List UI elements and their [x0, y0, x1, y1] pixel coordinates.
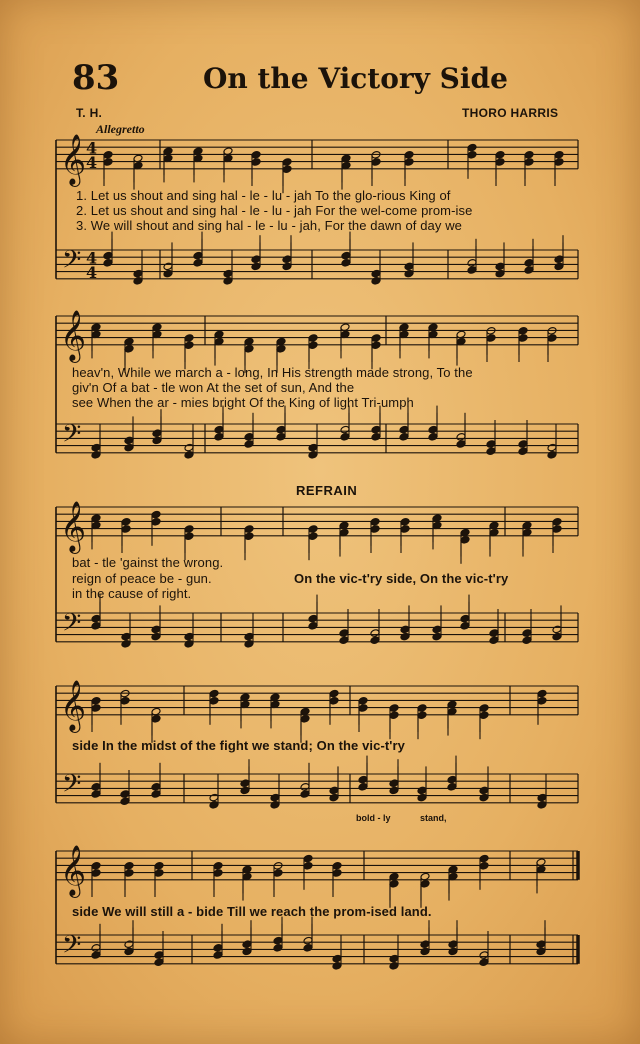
hymn-title: On the Victory Side	[203, 62, 508, 95]
treble-clef: 𝄞	[60, 309, 87, 361]
refrain-lyric: On the vic-t'ry side, On the vic-t'ry	[294, 571, 509, 586]
refrain-lyric: side In the midst of the fight we stand; On the vic-t'ry	[72, 738, 405, 753]
lyric-line: bat - tle 'gainst the wrong.	[72, 555, 224, 570]
treble-clef: 𝄞	[60, 133, 87, 185]
lyric-line: 1. Let us shout and sing hal - le - lu - jah To the glo-rious King of	[76, 188, 451, 203]
lyric-line: giv'n Of a bat - tle won At the set of sun, And the	[72, 380, 355, 395]
bass-clef: 𝄢	[62, 419, 82, 455]
time-signature: 4	[86, 138, 98, 158]
words-credit: T. H.	[76, 106, 103, 120]
bass-clef: 𝄢	[62, 608, 82, 644]
lyric-line: reign of peace be - gun.	[72, 571, 212, 586]
time-signature: 4	[86, 152, 98, 172]
bass-clef: 𝄢	[62, 245, 82, 281]
time-signature: 4	[86, 262, 98, 282]
treble-clef: 𝄞	[60, 844, 87, 896]
lyric-line: see When the ar - mies bright Of the King of light Tri-umph	[72, 395, 414, 410]
bass-clef: 𝄢	[62, 930, 82, 966]
refrain-lyric: side We will still a - bide Till we reach the prom-ised land.	[72, 904, 432, 919]
bass-clef: 𝄢	[62, 769, 82, 805]
lyric-line: in the cause of right.	[72, 586, 192, 601]
music-credit: THORO HARRIS	[462, 106, 559, 120]
tempo-marking: Allegretto	[96, 122, 145, 136]
bass-lyric: stand,	[420, 813, 447, 823]
lyric-line: 3. We will shout and sing hal - le - lu - jah, For the dawn of day we	[76, 218, 463, 233]
lyric-line: 2. Let us shout and sing hal - le - lu - jah For the wel-come prom-ise	[76, 203, 473, 218]
time-signature: 4	[86, 248, 98, 268]
lyric-line: heav'n, While we march a - long, In His strength made strong, To the	[72, 365, 473, 380]
treble-clef: 𝄞	[60, 679, 87, 731]
bass-lyric: bold - ly	[356, 813, 391, 823]
hymn-number: 83	[72, 58, 120, 98]
refrain-label: REFRAIN	[296, 483, 358, 498]
treble-clef: 𝄞	[60, 500, 87, 552]
